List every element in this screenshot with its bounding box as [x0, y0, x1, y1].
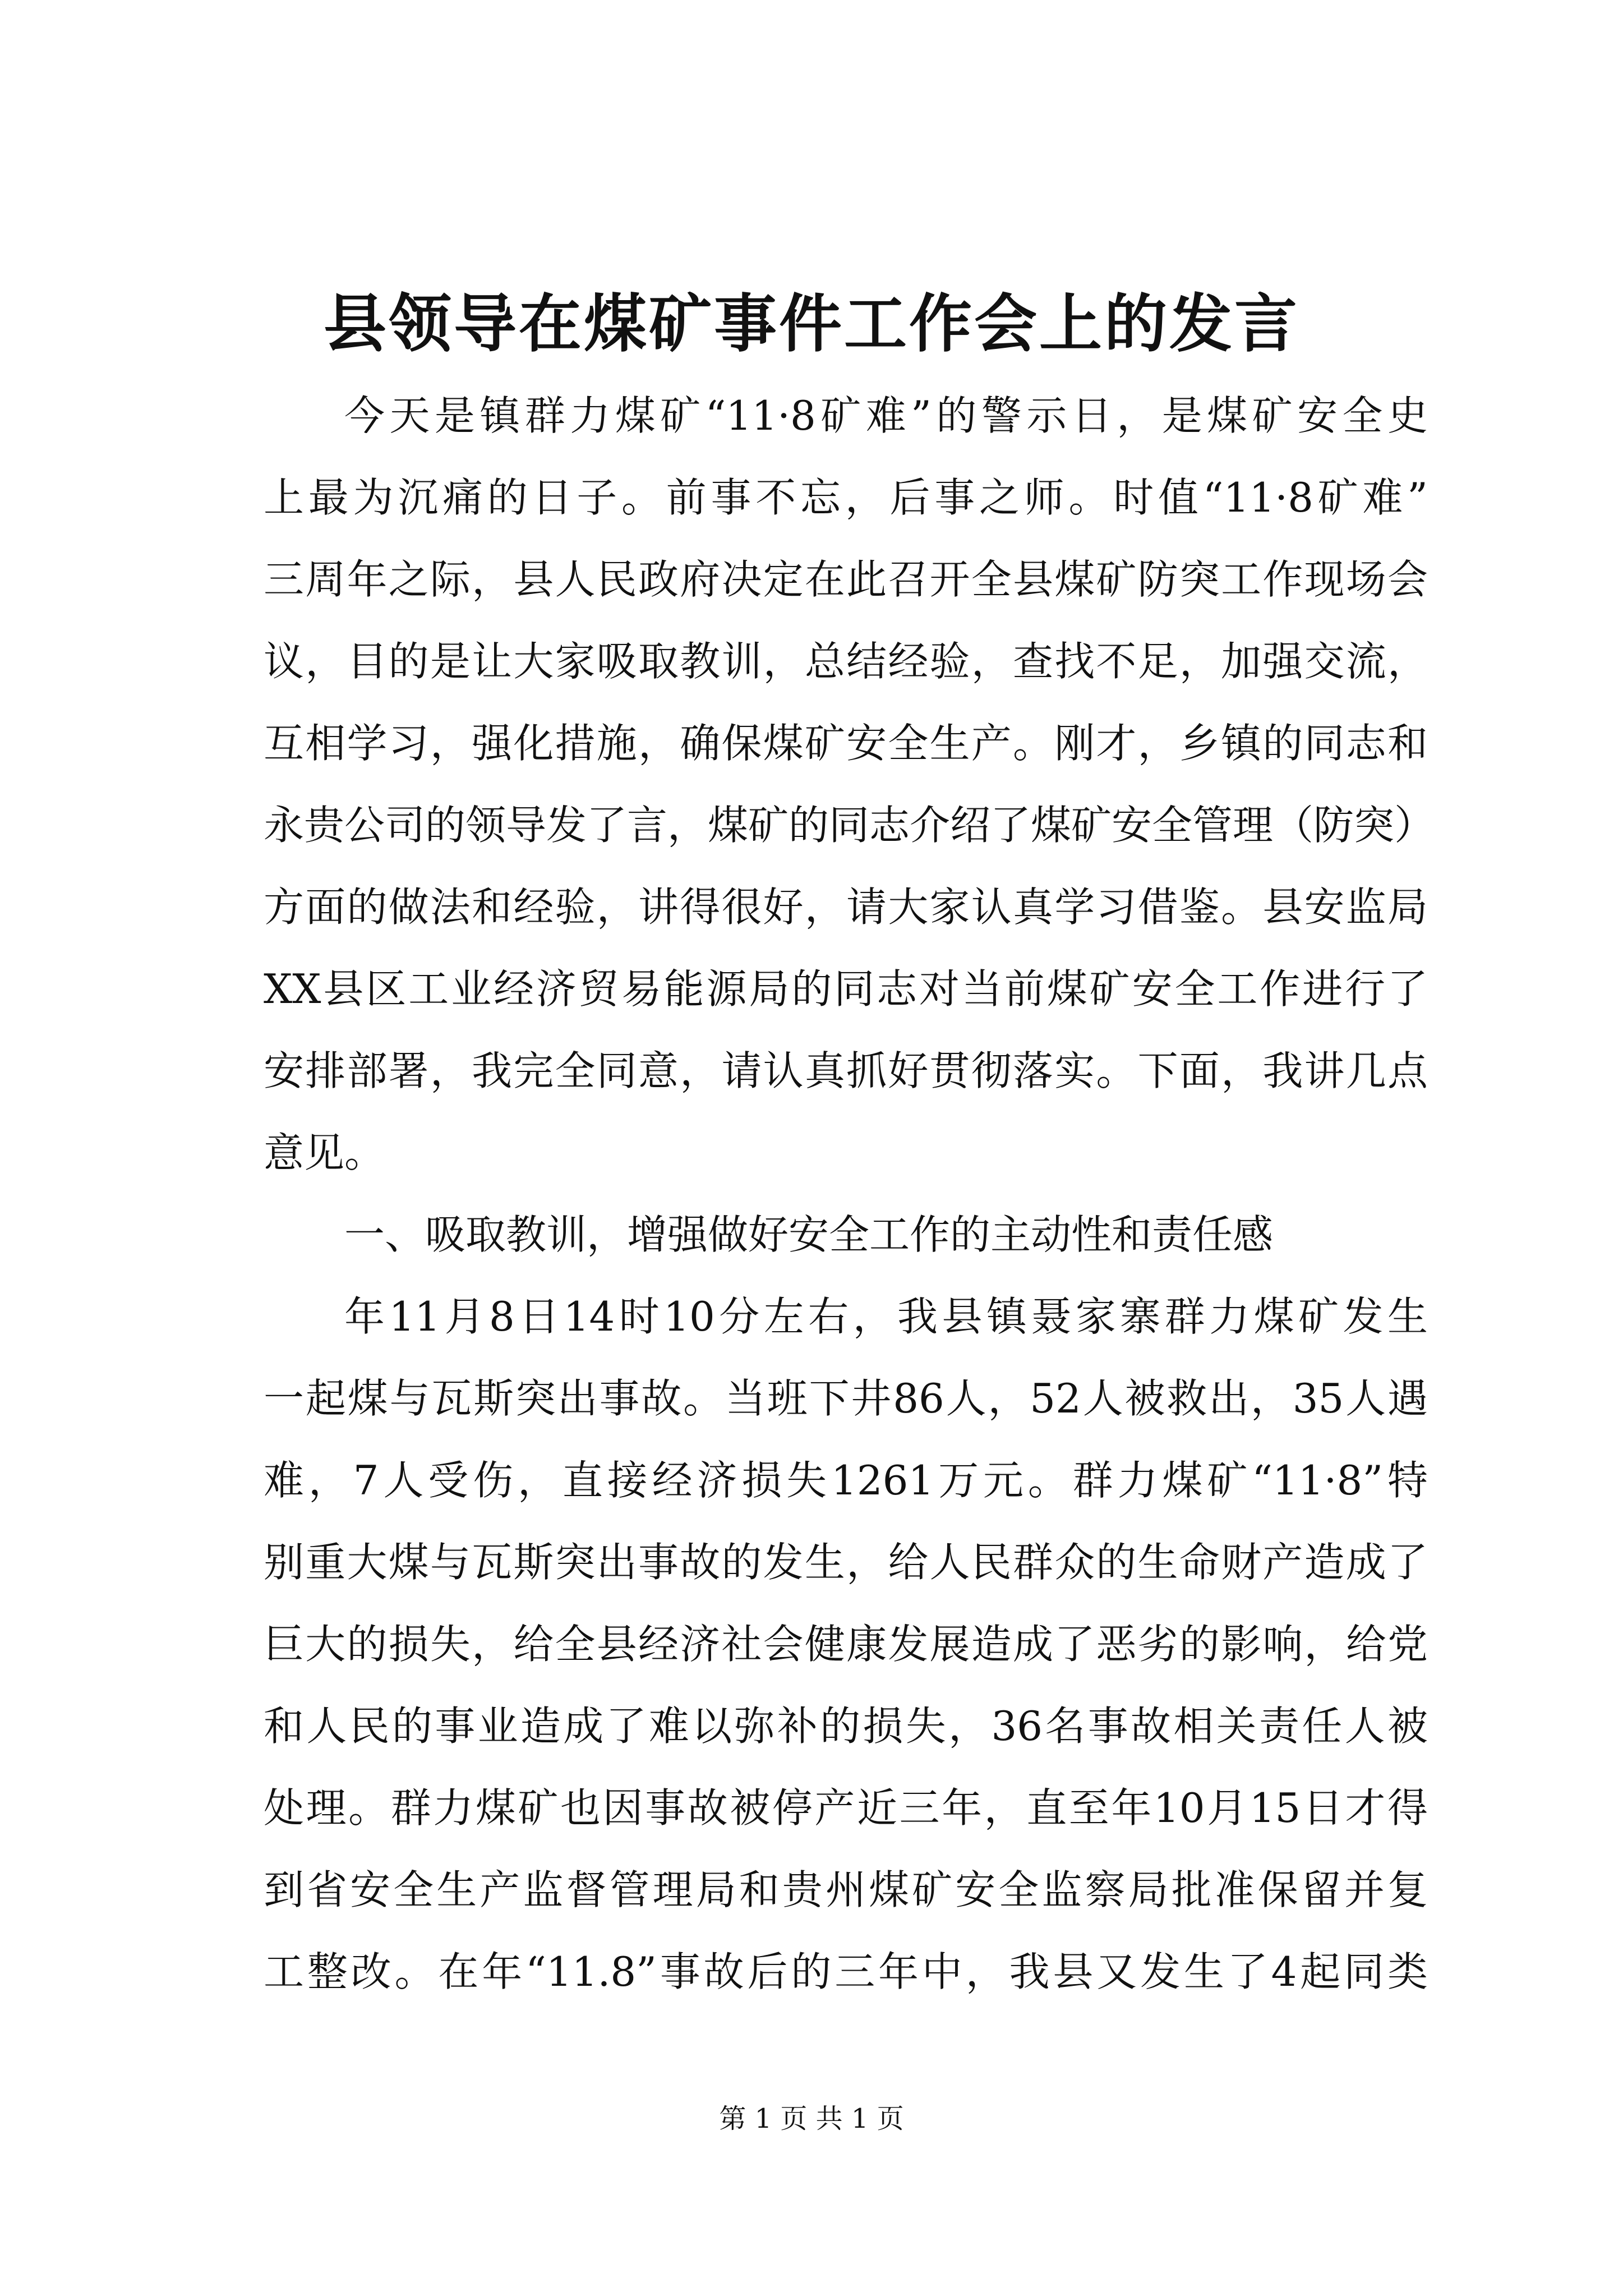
- body-line: 三周年之际，县人民政府决定在此召开全县煤矿防突工作现场会: [264, 556, 1428, 603]
- document-body: [264, 375, 1435, 2013]
- body-line: 方面的做法和经验，讲得很好，请大家认真学习借鉴。县安监局: [264, 884, 1428, 931]
- body-line: 和人民的事业造成了难以弥补的损失，36名事故相关责任人被: [264, 1703, 1428, 1750]
- page-footer: 第 1 页 共 1 页: [719, 2103, 904, 2134]
- body-line: 年11月8日14时10分左右，我县镇聂家寨群力煤矿发生: [344, 1293, 1428, 1340]
- body-line: 议，目的是让大家吸取教训，总结经验，查找不足，加强交流，: [264, 638, 1428, 685]
- body-line: 今天是镇群力煤矿“11·8矿难”的警示日，是煤矿安全史: [344, 392, 1428, 439]
- body-line: 互相学习，强化措施，确保煤矿安全生产。刚才，乡镇的同志和: [264, 720, 1428, 767]
- body-line: XX县区工业经济贸易能源局的同志对当前煤矿安全工作进行了: [264, 965, 1428, 1013]
- body-line: 意见。: [264, 1129, 385, 1176]
- body-line: 工整改。在年“11.8”事故后的三年中，我县又发生了4起同类: [264, 1948, 1428, 1995]
- body-line: 一、吸取教训，增强做好安全工作的主动性和责任感: [344, 1211, 1274, 1258]
- body-line: 安排部署，我完全同意，请认真抓好贯彻落实。下面，我讲几点: [264, 1047, 1428, 1094]
- body-line: 永贵公司的领导发了言，煤矿的同志介绍了煤矿安全管理（防突）: [264, 802, 1435, 849]
- body-line: 巨大的损失，给全县经济社会健康发展造成了恶劣的影响，给党: [264, 1621, 1428, 1668]
- body-line: 一起煤与瓦斯突出事故。当班下井86人，52人被救出，35人遇: [264, 1375, 1428, 1422]
- body-line: 难，7人受伤，直接经济损失1261万元。群力煤矿“11·8”特: [264, 1457, 1428, 1504]
- document-title: 县领导在煤矿事件工作会上的发言: [324, 287, 1299, 361]
- body-line: 上最为沉痛的日子。前事不忘，后事之师。时值“11·8矿难”: [264, 474, 1428, 521]
- body-line: 到省安全生产监督管理局和贵州煤矿安全监察局批准保留并复: [264, 1866, 1428, 1913]
- body-line: 处理。群力煤矿也因事故被停产近三年，直至年10月15日才得: [264, 1784, 1428, 1832]
- body-line: 别重大煤与瓦斯突出事故的发生，给人民群众的生命财产造成了: [264, 1539, 1428, 1586]
